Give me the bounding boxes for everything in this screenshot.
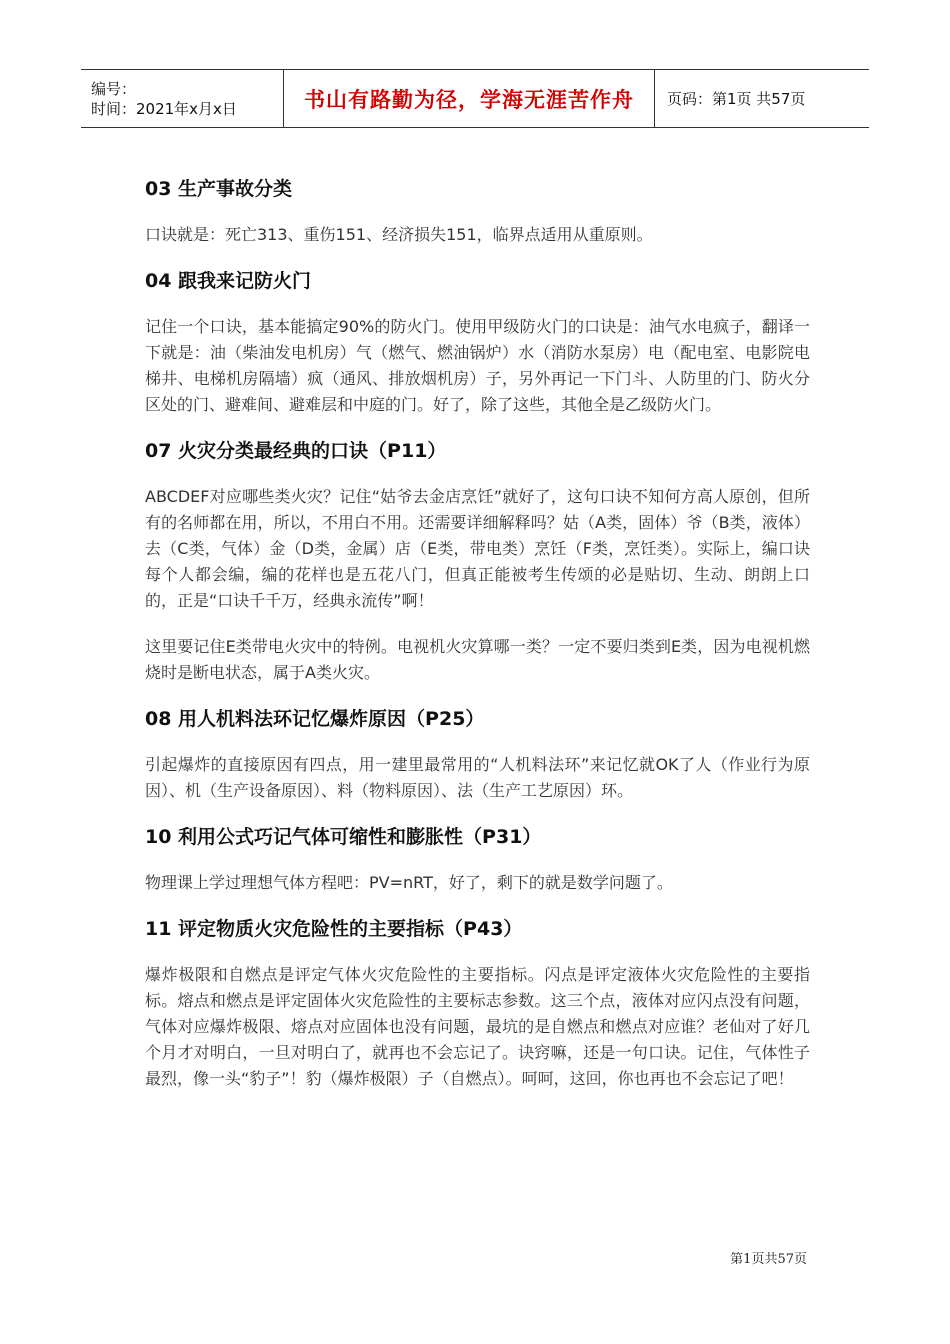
section-paragraph: 口诀就是：死亡313、重伤151、经济损失151，临界点适用从重原则。 xyxy=(145,225,653,244)
header-motto-cell xyxy=(283,70,655,127)
header-time: 时间：2021年x月x日 xyxy=(91,99,237,118)
section-title: 10 利用公式巧记气体可缩性和膨胀性（P31） xyxy=(145,826,542,848)
header-page-number: 页码：第1页 共57页 xyxy=(667,90,806,108)
page-footer: 第1页共57页 xyxy=(730,1252,807,1267)
section-paragraph: 这里要记住E类带电火灾中的特例。电视机火灾算哪一类？一定不要归类到E类，因为电视机燃烧时是断电状态，属于A类火灾。 xyxy=(145,637,810,682)
section-title: 11 评定物质火灾危险性的主要指标（P43） xyxy=(145,918,523,940)
header-motto: 书山有路勤为径，学海无涯苦作舟 xyxy=(304,87,634,112)
section-paragraph: 引起爆炸的直接原因有四点，用一建里最常用的“人机料法环”来记忆就OK了人（作业行为原因）、机（生产设备原因）、料（物料原因）、法（生产工艺原因）环。 xyxy=(145,755,810,800)
header-meta xyxy=(81,70,283,127)
page-header xyxy=(81,69,869,128)
section-title: 03 生产事故分类 xyxy=(145,178,293,200)
header-number: 编号： xyxy=(91,79,137,98)
section-paragraph: 爆炸极限和自燃点是评定气体火灾危险性的主要指标。闪点是评定液体火灾危险性的主要指标。熔点和燃点是评定固体火灾危险性的主要标志参数。这三个点，液体对应闪点没有问题，气体对应爆炸极限、熔点对应固体也没有问题，最坑的是自燃点和燃点对应谁？老仙对了好几个月才对明白，一旦对明白了，就再也不会忘记了。诀窍嘛，还是一句口诀。记住，气体性子最烈，像一头“豹子”！豹（爆炸极限）子（自燃点）。呵呵，这回，你也再也不会忘记了吧！ xyxy=(145,965,810,1088)
section-paragraph: ABCDEF对应哪些类火灾？记住“姑爷去金店烹饪”就好了，这句口诀不知何方高人原创，但所有的名师都在用，所以，不用白不用。还需要详细解释吗？姑（A类，固体）爷（B类，液体）去（C类，气体）金（D类，金属）店（E类，带电类）烹饪（F类，烹饪类）。实际上，编口诀每个人都会编，编的花样也是五花八门，但真正能被考生传颂的必是贴切、生动、朗朗上口的，正是“口诀千千万，经典永流传”啊！ xyxy=(145,487,810,610)
header-page-cell xyxy=(655,70,869,127)
document-body xyxy=(145,176,810,1112)
section-title: 08 用人机料法环记忆爆炸原因（P25） xyxy=(145,708,485,730)
section-paragraph: 物理课上学过理想气体方程吧：PV=nRT，好了，剩下的就是数学问题了。 xyxy=(145,873,673,892)
section-title: 04 跟我来记防火门 xyxy=(145,270,312,292)
section-title: 07 火灾分类最经典的口诀（P11） xyxy=(145,440,447,462)
section-paragraph: 记住一个口诀，基本能搞定90%的防火门。使用甲级防火门的口诀是：油气水电疯子，翻译一下就是：油（柴油发电机房）气（燃气、燃油锅炉）水（消防水泵房）电（配电室、电影院电梯井、电梯机房隔墙）疯（通风、排放烟机房）子，另外再记一下门斗、人防里的门、防火分区处的门、避难间、避难层和中庭的门。好了，除了这些，其他全是乙级防火门。 xyxy=(145,317,810,414)
